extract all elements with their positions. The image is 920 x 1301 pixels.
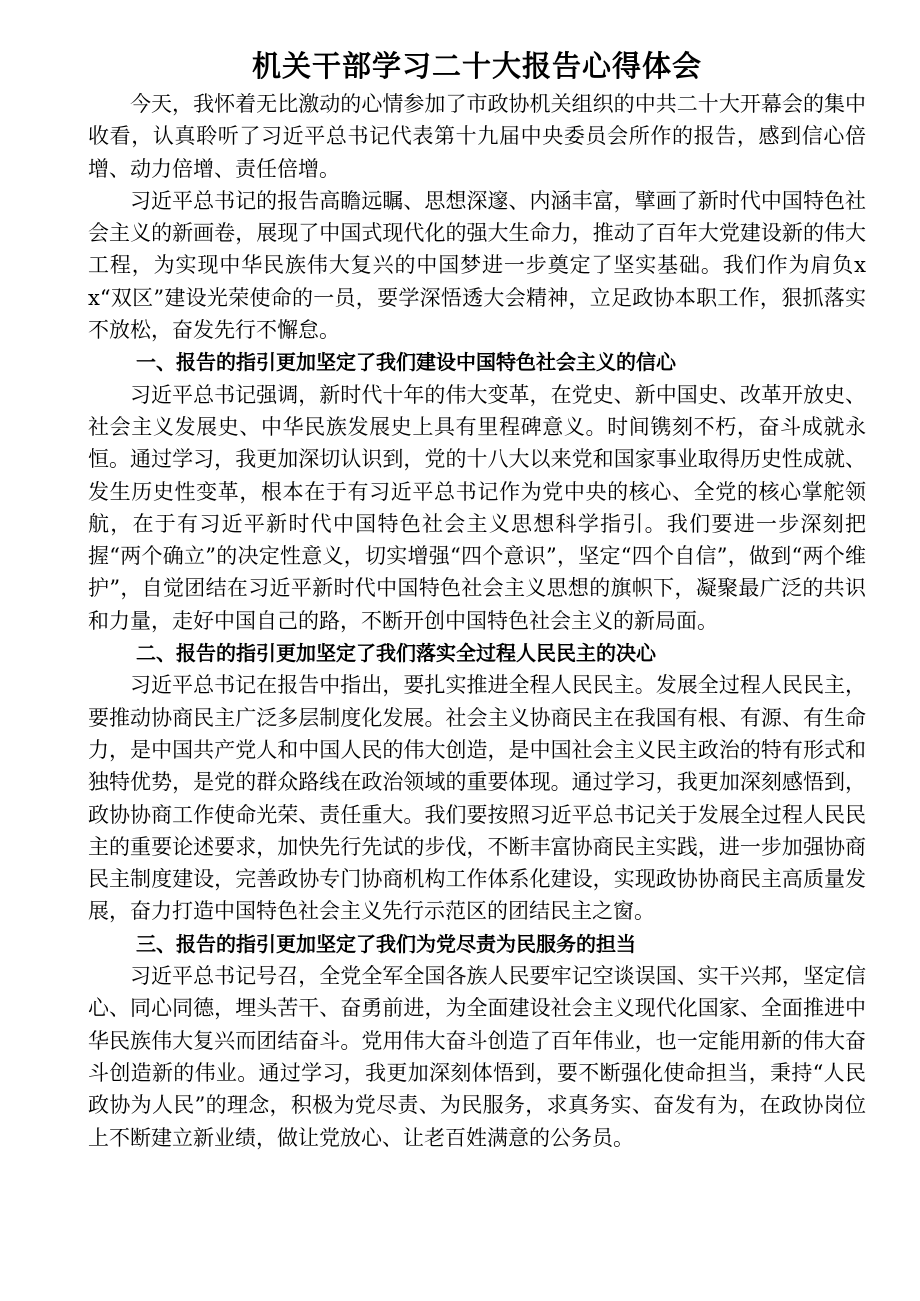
- document-page: [88, 44, 866, 1154]
- document-title: 机关干部学习二十大报告心得体会: [251, 49, 702, 83]
- section-heading-1: 一、报告的指引更加坚定了我们建设中国特色社会主义的信心: [136, 350, 676, 375]
- intro-paragraph-1: 今天，我怀着无比激动的心情参加了市政协机关组织的中共二十大开幕会的集中收看，认真聆听了习近平总书记代表第十九届中央委员会所作的报告，感到信心倍增、动力倍增、责任倍增。: [88, 92, 866, 181]
- section-body-1: 习近平总书记强调，新时代十年的伟大变革，在党史、新中国史、改革开放史、社会主义发展史、中华民族发展史上具有里程碑意义。时间镌刻不朽，奋斗成就永恒。通过学习，我更加深切认识到，党的十八大以来党和国家事业取得历史性成就、发生历史性变革，根本在于有习近平总书记作为党中央的核心、全党的核心掌舵领航，在于有习近平新时代中国特色社会主义思想科学指引。我们要进一步深刻把握“两个确立”的决定性意义，切实增强“四个意识”，坚定“四个自信”，做到“两个维护”，自觉团结在习近平新时代中国特色社会主义思想的旗帜下，凝聚最广泛的共识和力量，走好中国自己的路，不断开创中国特色社会主义的新局面。: [88, 382, 866, 633]
- section-body-3: 习近平总书记号召，全党全军全国各族人民要牢记空谈误国、实干兴邦，坚定信心、同心同德，埋头苦干、奋勇前进，为全面建设社会主义现代化国家、全面推进中华民族伟大复兴而团结奋斗。党用伟大奋斗创造了百年伟业，也一定能用新的伟大奋斗创造新的伟业。通过学习，我更加深刻体悟到，要不断强化使命担当，秉持“人民政协为人民”的理念，积极为党尽责、为民服务，求真务实、奋发有为，在政协岗位上不断建立新业绩，做让党放心、让老百姓满意的公务员。: [88, 964, 866, 1150]
- section-heading-3: 三、报告的指引更加坚定了我们为党尽责为民服务的担当: [136, 931, 636, 956]
- section-heading-2: 二、报告的指引更加坚定了我们落实全过程人民民主的决心: [136, 641, 656, 666]
- intro-paragraph-2: 习近平总书记的报告高瞻远瞩、思想深邃、内涵丰富，擘画了新时代中国特色社会主义的新画卷，展现了中国式现代化的强大生命力，推动了百年大党建设新的伟大工程，为实现中华民族伟大复兴的中国梦进一步奠定了坚实基础。我们作为肩负xx“双区”建设光荣使命的一员，要学深悟透大会精神，立足政协本职工作，狠抓落实不放松，奋发先行不懈怠。: [88, 188, 866, 343]
- section-body-2: 习近平总书记在报告中指出，要扎实推进全程人民民主。发展全过程人民民主，要推动协商民主广泛多层制度化发展。社会主义协商民主在我国有根、有源、有生命力，是中国共产党人和中国人民的伟大创造，是中国社会主义民主政治的特有形式和独特优势，是党的群众路线在政治领域的重要体现。通过学习，我更加深刻感悟到，政协协商工作使命光荣、责任重大。我们要按照习近平总书记关于发展全过程人民民主的重要论述要求，加快先行先试的步伐，不断丰富协商民主实践，进一步加强协商民主制度建设，完善政协专门协商机构工作体系化建设，实现政协协商民主高质量发展，奋力打造中国特色社会主义先行示范区的团结民主之窗。: [88, 673, 866, 924]
